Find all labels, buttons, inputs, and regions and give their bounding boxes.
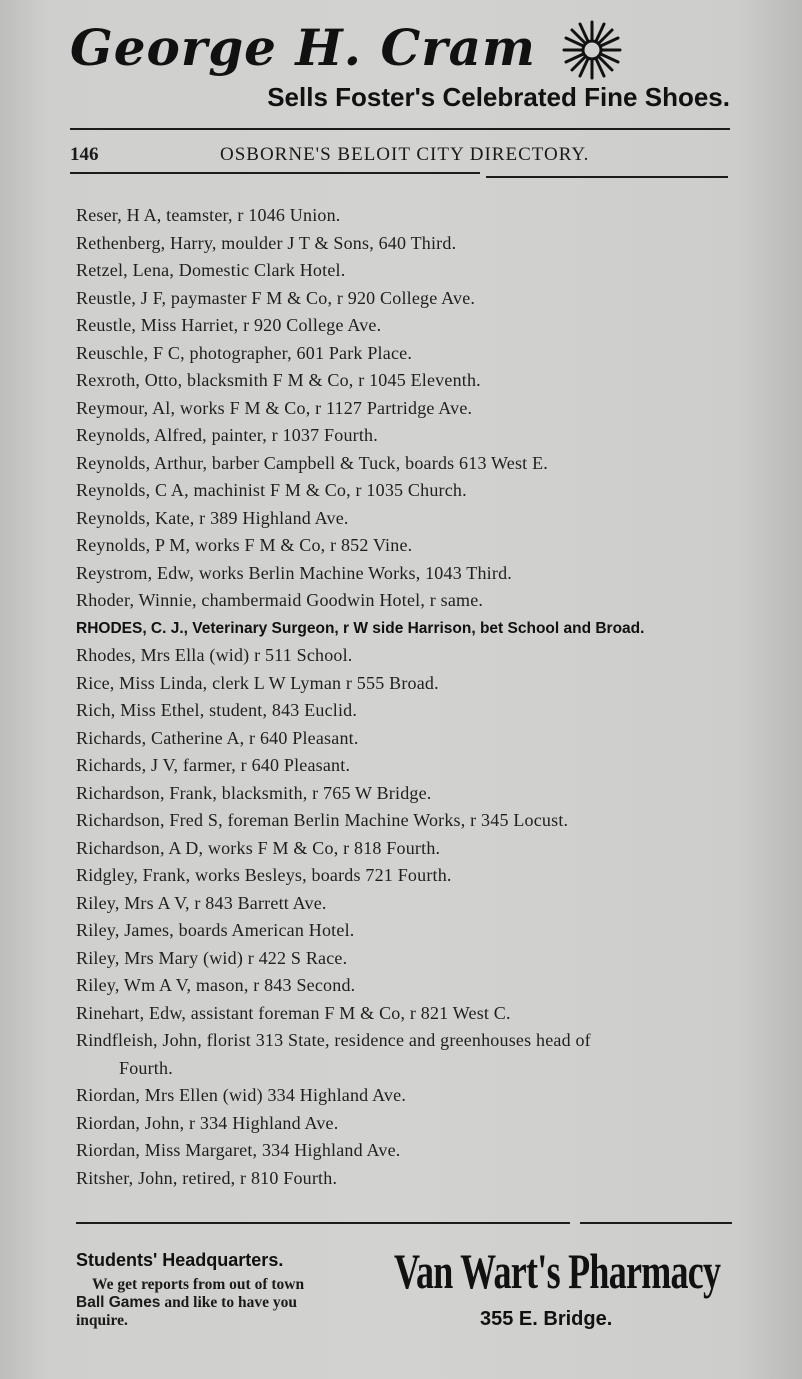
directory-entry: Reustle, J F, paymaster F M & Co, r 920 College Ave. — [76, 287, 476, 308]
footer-rule-right — [580, 1222, 732, 1224]
footer-rule-left — [76, 1222, 570, 1224]
advertiser-name: George H. Cram — [70, 18, 536, 77]
ball-games-text: Ball Games — [76, 1294, 161, 1311]
directory-entry: Reuschle, F C, photographer, 601 Park Place. — [76, 342, 413, 363]
directory-entry: Rethenberg, Harry, moulder J T & Sons, 640 Third. — [76, 232, 457, 253]
directory-entry: Riley, Wm A V, mason, r 843 Second. — [76, 975, 356, 995]
directory-entries — [76, 202, 776, 1192]
directory-entry: Riley, Mrs Mary (wid) r 422 S Race. — [76, 947, 348, 968]
directory-entry: Ritsher, John, retired, r 810 Fourth. — [76, 1167, 338, 1188]
directory-entry: Rinehart, Edw, assistant foreman F M & Co, r 821 West C. — [76, 1002, 511, 1023]
directory-entry: Richards, Catherine A, r 640 Pleasant. — [76, 727, 359, 748]
students-headquarters-text — [76, 1276, 386, 1330]
directory-entry: Riley, Mrs A V, r 843 Barrett Ave. — [76, 892, 327, 913]
directory-entry: Riordan, Mrs Ellen (wid) 334 Highland Ave. — [76, 1085, 407, 1105]
directory-entry: Rice, Miss Linda, clerk L W Lyman r 555 Broad. — [76, 672, 439, 693]
running-head-title: OSBORNE'S BELOIT CITY DIRECTORY. — [220, 144, 590, 165]
directory-entry: Reystrom, Edw, works Berlin Machine Works, 1043 Third. — [76, 562, 512, 583]
students-line-2: and like to have you — [160, 1294, 297, 1311]
header-rule-left — [70, 172, 480, 174]
directory-entry: Rhodes, Mrs Ella (wid) r 511 School. — [76, 645, 353, 665]
directory-entry: Reustle, Miss Harriet, r 920 College Ave. — [76, 315, 382, 335]
students-line-1: We get reports from out of town — [92, 1276, 305, 1293]
header-rule-right — [486, 176, 728, 178]
directory-entry: Rich, Miss Ethel, student, 843 Euclid. — [76, 700, 358, 720]
directory-entry: Rhoder, Winnie, chambermaid Goodwin Hotel, r same. — [76, 590, 484, 610]
directory-entry: Reynolds, Alfred, painter, r 1037 Fourth. — [76, 425, 378, 445]
directory-entry: Riley, James, boards American Hotel. — [76, 920, 355, 940]
page-number: 146 — [70, 144, 99, 165]
directory-entry: Reymour, Al, works F M & Co, r 1127 Partridge Ave. — [76, 397, 473, 418]
students-headquarters-title: Students' Headquarters. — [76, 1250, 284, 1270]
directory-entry-featured: RHODES, C. J., Veterinary Surgeon, r W side Harrison, bet School and Broad. — [76, 619, 645, 637]
header-advertisement — [70, 18, 730, 118]
directory-entry: Riordan, Miss Margaret, 334 Highland Ave. — [76, 1140, 401, 1160]
directory-entry: Richardson, Fred S, foreman Berlin Machine Works, r 345 Locust. — [76, 810, 569, 830]
directory-entry: Rindfleish, John, florist 313 State, residence and greenhouses head of — [76, 1030, 591, 1050]
directory-entry: Reynolds, Kate, r 389 Highland Ave. — [76, 507, 349, 528]
starburst-ornament-icon — [562, 20, 622, 80]
directory-entry: Richardson, Frank, blacksmith, r 765 W Bridge. — [76, 782, 432, 803]
directory-entry: Richards, J V, farmer, r 640 Pleasant. — [76, 755, 351, 775]
footer-advertisement — [76, 1238, 738, 1348]
directory-entry: Reynolds, C A, machinist F M & Co, r 1035 Church. — [76, 480, 467, 500]
directory-entry: Richardson, A D, works F M & Co, r 818 Fourth. — [76, 837, 441, 858]
directory-entry: Reynolds, Arthur, barber Campbell & Tuck, boards 613 West E. — [76, 452, 548, 473]
directory-entry: Retzel, Lena, Domestic Clark Hotel. — [76, 260, 346, 280]
directory-entry: Riordan, John, r 334 Highland Ave. — [76, 1112, 339, 1133]
pharmacy-name: Van Wart's Pharmacy — [394, 1243, 721, 1299]
directory-entry-continuation: Fourth. — [119, 1057, 173, 1078]
students-line-3: inquire. — [76, 1312, 128, 1329]
directory-entry: Ridgley, Frank, works Besleys, boards 721 Fourth. — [76, 865, 452, 885]
directory-entry: Rexroth, Otto, blacksmith F M & Co, r 1045 Eleventh. — [76, 370, 481, 390]
directory-entry: Reser, H A, teamster, r 1046 Union. — [76, 205, 341, 225]
directory-entry: Reynolds, P M, works F M & Co, r 852 Vine. — [76, 535, 413, 555]
advertiser-tagline: Sells Foster's Celebrated Fine Shoes. — [267, 82, 730, 112]
header-rule-top — [70, 128, 730, 130]
pharmacy-address: 355 E. Bridge. — [480, 1308, 613, 1330]
